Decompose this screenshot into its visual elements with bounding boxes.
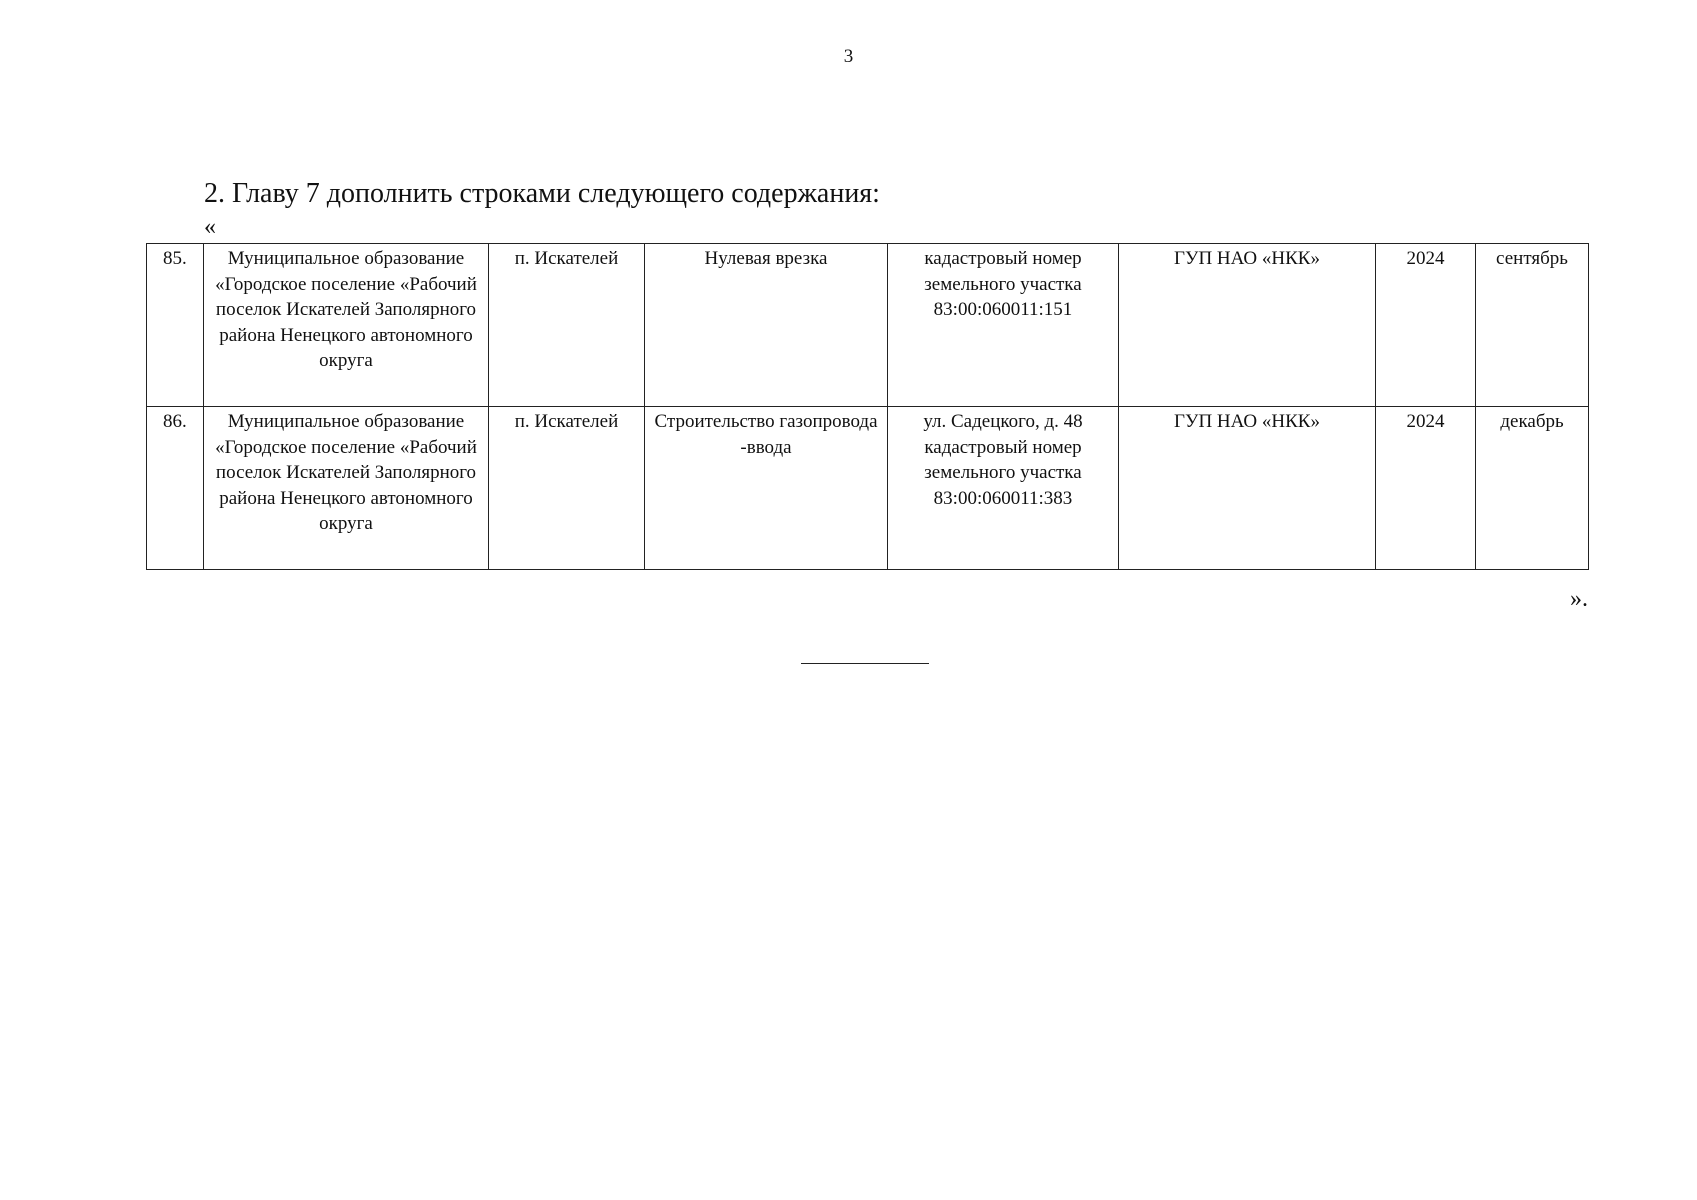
work-type-cell: Строительство газопровода -ввода	[645, 407, 888, 570]
executor-cell: ГУП НАО «НКК»	[1119, 407, 1376, 570]
locality-cell: п. Искателей	[489, 244, 645, 407]
locality-cell: п. Искателей	[489, 407, 645, 570]
municipality-cell: Муниципальное образование «Городское поселение «Рабочий поселок Искателей Заполярного района Ненецкого автономного округа	[204, 407, 489, 570]
year-cell: 2024	[1376, 407, 1476, 570]
opening-quote-mark: «	[204, 214, 216, 240]
row-number-cell: 85.	[147, 244, 204, 407]
page-number: 3	[843, 46, 854, 67]
executor-cell: ГУП НАО «НКК»	[1119, 244, 1376, 407]
work-type-cell: Нулевая врезка	[645, 244, 888, 407]
month-cell: декабрь	[1476, 407, 1589, 570]
year-cell: 2024	[1376, 244, 1476, 407]
table-row	[147, 244, 1589, 407]
address-cell: ул. Садецкого, д. 48 кадастровый номер земельного участка 83:00:060011:383	[888, 407, 1119, 570]
closing-quote-mark: ».	[1570, 586, 1588, 612]
month-cell: сентябрь	[1476, 244, 1589, 407]
address-cell: кадастровый номер земельного участка 83:00:060011:151	[888, 244, 1119, 407]
table-row	[147, 407, 1589, 570]
row-number-cell: 86.	[147, 407, 204, 570]
municipality-cell: Муниципальное образование «Городское поселение «Рабочий поселок Искателей Заполярного района Ненецкого автономного округа	[204, 244, 489, 407]
end-divider-line	[801, 663, 929, 664]
amendment-table	[146, 243, 1589, 570]
section-heading: 2. Главу 7 дополнить строками следующего содержания:	[204, 178, 880, 209]
